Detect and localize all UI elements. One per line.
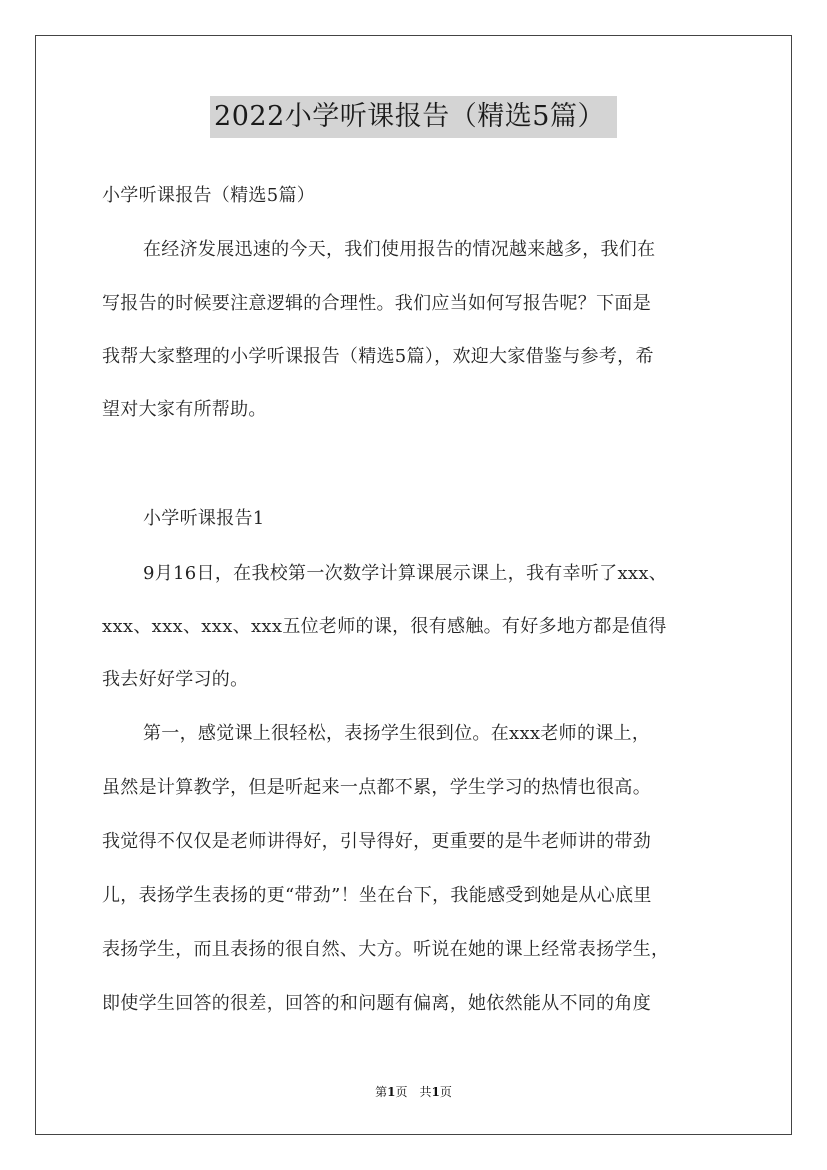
para1-line-2: xxx、xxx、xxx、xxx五位老师的课，很有感触。有好多地方都是值得 [102,616,667,637]
para1-line-1: 9月16日，在我校第一次数学计算课展示课上，我有幸听了xxx、 [143,563,668,584]
intro-line-1: 在经济发展迅速的今天，我们使用报告的情况越来越多，我们在 [143,239,656,260]
footer-mid: 页 共 [395,1085,432,1099]
para2-line-4: 儿，表扬学生表扬的更“带劲”！坐在台下，我能感受到她是从心底里 [102,885,652,906]
footer-prefix: 第 [375,1085,388,1099]
document-subtitle: 小学听课报告（精选5篇） [102,185,316,206]
intro-line-3: 我帮大家整理的小学听课报告（精选5篇），欢迎大家借鉴与参考，希 [102,346,654,367]
para2-line-5: 表扬学生，而且表扬的很自然、大方。听说在她的课上经常表扬学生， [102,939,670,960]
para2-line-2: 虽然是计算教学，但是听起来一点都不累，学生学习的热情也很高。 [102,777,651,798]
title-container [0,96,827,138]
page-footer [0,1084,827,1100]
intro-line-2: 写报告的时候要注意逻辑的合理性。我们应当如何写报告呢？下面是 [102,293,651,314]
para2-line-3: 我觉得不仅仅是老师讲得好，引导得好，更重要的是牛老师讲的带劲 [102,831,651,852]
footer-current-page: 1 [387,1085,396,1099]
para2-line-6: 即使学生回答的很差，回答的和问题有偏离，她依然能从不同的角度 [102,993,651,1014]
document-title: 2022小学听课报告（精选5篇） [210,96,617,138]
section-heading: 小学听课报告1 [143,508,265,529]
footer-total-pages: 1 [431,1085,440,1099]
para1-line-3: 我去好好学习的。 [102,669,249,690]
para2-line-1: 第一，感觉课上很轻松，表扬学生很到位。在xxx老师的课上， [143,723,651,744]
footer-suffix: 页 [439,1085,452,1099]
intro-line-4: 望对大家有所帮助。 [102,399,267,420]
